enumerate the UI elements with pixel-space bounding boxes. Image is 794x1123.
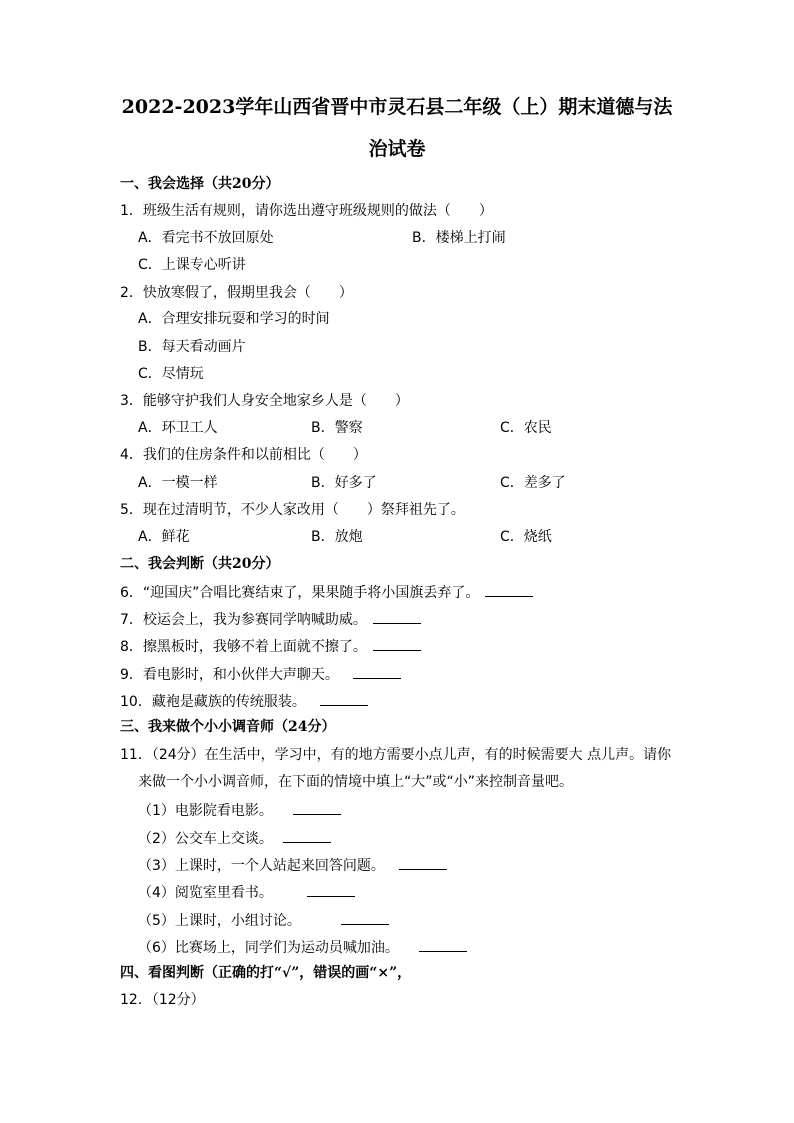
judge-question-9	[120, 666, 401, 682]
judge-question-10-text: 10．藏袍是藏族的传统服装。	[120, 694, 306, 710]
q11-item-4-text: （4）阅览室里看书。	[138, 885, 273, 901]
question-12-stem: 12．（12分）	[120, 992, 205, 1008]
answer-blank[interactable]	[283, 830, 331, 843]
exam-title-line2: 治试卷	[368, 138, 426, 160]
q11-item-6	[138, 939, 467, 955]
judge-question-10	[120, 693, 368, 709]
question-1-option-a: A．看完书不放回原处	[138, 230, 274, 246]
question-3-option-b: B．警察	[311, 420, 363, 436]
answer-blank[interactable]	[307, 884, 355, 897]
question-11-line1: 11．（24分）在生活中，学习中，有的地方需要小点儿声，有的时候需要大 点儿声。请你	[120, 747, 672, 763]
q11-item-2	[138, 830, 331, 846]
question-4-stem: 4．我们的住房条件和以前相比（ ）	[120, 447, 367, 463]
answer-blank[interactable]	[320, 693, 368, 706]
question-3-stem: 3．能够守护我们人身安全地家乡人是（ ）	[120, 393, 409, 409]
question-1-option-b: B．楼梯上打闹	[412, 230, 506, 246]
q11-item-2-text: （2）公交车上交谈。	[138, 831, 273, 847]
question-5-option-a: A．鲜花	[138, 529, 190, 545]
question-2-stem: 2．快放寒假了，假期里我会（ ）	[120, 285, 353, 301]
q11-item-4	[138, 884, 355, 900]
exam-title-line1: 2022-2023学年山西省晋中市灵石县二年级（上）期末道德与法	[121, 96, 673, 118]
question-4-option-b: B．好多了	[311, 475, 377, 491]
question-4-option-a: A．一模一样	[138, 475, 218, 491]
answer-blank[interactable]	[373, 638, 421, 651]
answer-blank[interactable]	[293, 802, 341, 815]
answer-blank[interactable]	[341, 912, 389, 925]
judge-question-6	[120, 584, 533, 600]
section-4-heading: 四、看图判断（正确的打“√”，错误的画“×”，	[120, 965, 412, 981]
question-4-option-c: C．差多了	[500, 475, 566, 491]
section-2-heading: 二、我会判断（共20分）	[120, 556, 280, 572]
q11-item-6-text: （6）比赛场上，同学们为运动员喊加油。	[138, 940, 399, 956]
answer-blank[interactable]	[485, 584, 533, 597]
question-5-option-b: B．放炮	[311, 529, 363, 545]
question-2-option-a: A．合理安排玩耍和学习的时间	[138, 311, 330, 327]
answer-blank[interactable]	[373, 611, 421, 624]
question-11-line2: 来做一个小小调音师，在下面的情境中填上“大”或“小”来控制音量吧。	[138, 774, 574, 790]
answer-blank[interactable]	[419, 939, 467, 952]
answer-blank[interactable]	[353, 666, 401, 679]
question-5-stem: 5．现在过清明节，不少人家改用（ ）祭拜祖先了。	[120, 502, 465, 518]
question-3-option-c: C．农民	[500, 420, 552, 436]
judge-question-7	[120, 611, 421, 627]
section-1-heading: 一、我会选择（共20分）	[120, 176, 280, 192]
q11-item-5-text: （5）上课时，小组讨论。	[138, 913, 301, 929]
judge-question-6-text: 6．“迎国庆”合唱比赛结束了，果果随手将小国旗丢弃了。	[120, 585, 480, 601]
q11-item-1-text: （1）电影院看电影。	[138, 803, 273, 819]
answer-blank[interactable]	[399, 857, 447, 870]
judge-question-7-text: 7．校运会上，我为参赛同学呐喊助威。	[120, 612, 367, 628]
question-1-stem: 1．班级生活有规则，请你选出遵守班级规则的做法（ ）	[120, 203, 493, 219]
section-3-heading: 三、我来做个小小调音师（24分）	[120, 719, 336, 735]
q11-item-3	[138, 857, 447, 873]
question-5-option-c: C．烧纸	[500, 529, 552, 545]
q11-item-3-text: （3）上课时，一个人站起来回答问题。	[138, 858, 385, 874]
q11-item-5	[138, 912, 389, 928]
judge-question-8	[120, 638, 421, 654]
question-2-option-b: B．每天看动画片	[138, 339, 246, 355]
judge-question-8-text: 8．擦黑板时，我够不着上面就不擦了。	[120, 639, 367, 655]
question-1-option-c: C．上课专心听讲	[138, 257, 246, 273]
judge-question-9-text: 9．看电影时，和小伙伴大声聊天。	[120, 667, 339, 683]
question-2-option-c: C．尽情玩	[138, 366, 204, 382]
q11-item-1	[138, 802, 341, 818]
question-3-option-a: A．环卫工人	[138, 420, 218, 436]
